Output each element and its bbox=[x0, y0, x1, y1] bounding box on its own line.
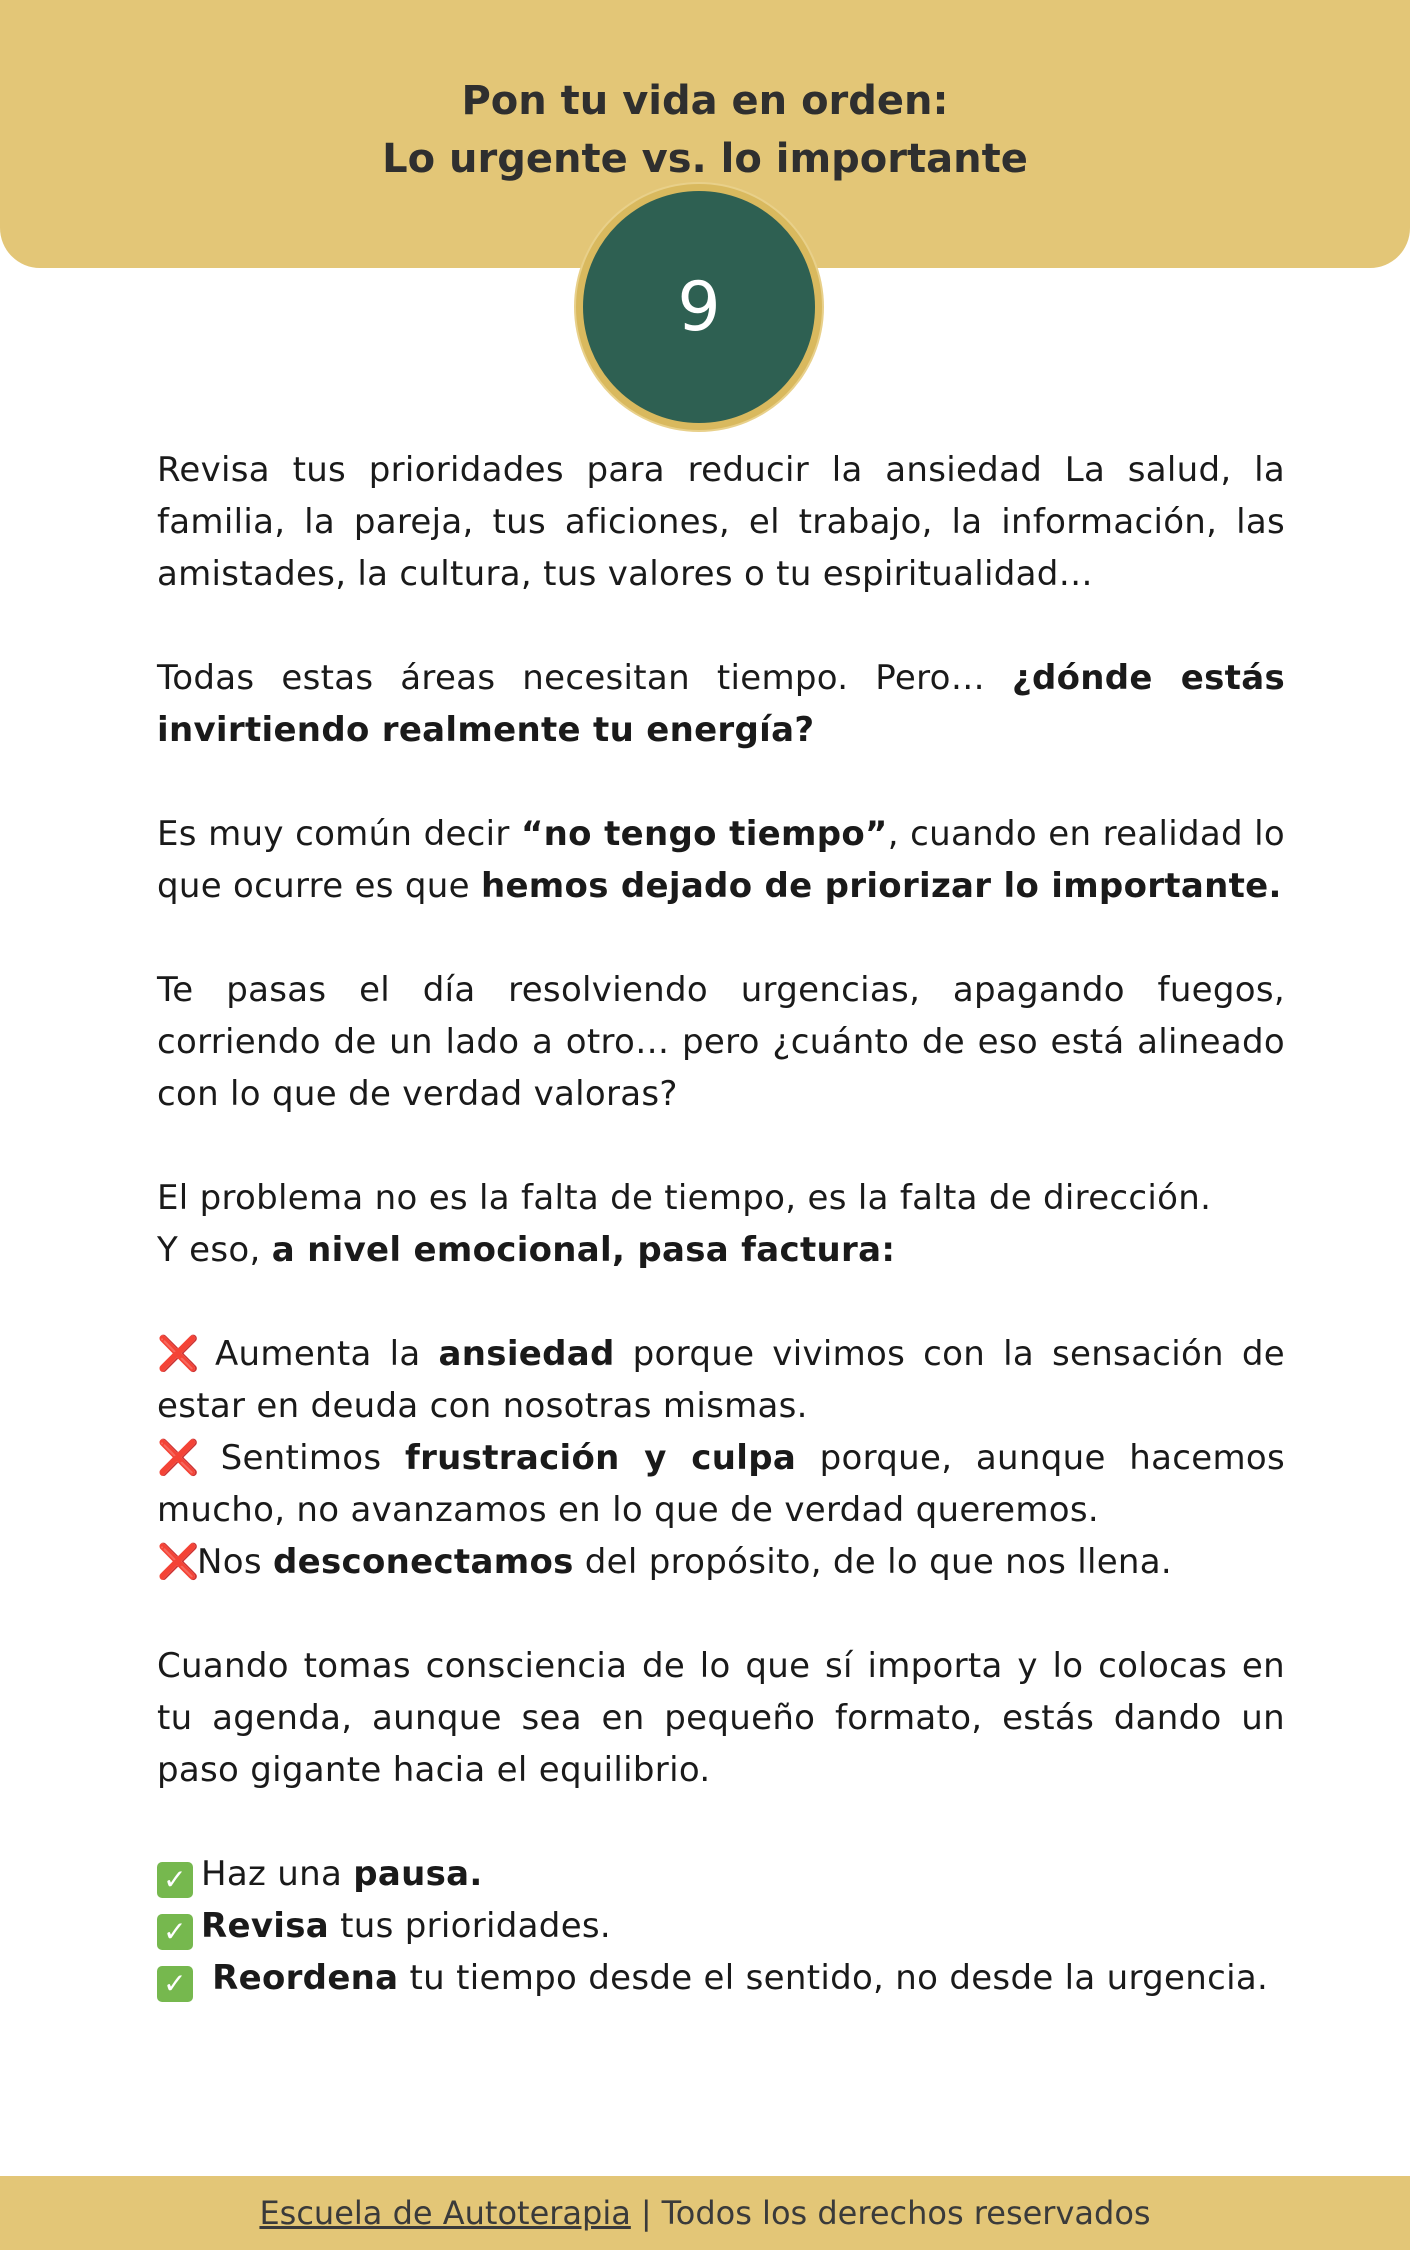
list-item: ❌Nos desconectamos del propósito, de lo que nos llena. bbox=[157, 1536, 1285, 1588]
list-item: ✓ Reordena tu tiempo desde el sentido, no desde la urgencia. bbox=[157, 1952, 1285, 2004]
check-icon: ✓ bbox=[157, 1862, 193, 1898]
footer-separator: | bbox=[640, 2194, 652, 2232]
paragraph-7: Cuando tomas consciencia de lo que sí importa y lo colocas en tu agenda, aunque sea en pequeño formato, estás dando un paso gigante hacia el equilibrio. bbox=[157, 1646, 1285, 1790]
cross-icon: ❌ bbox=[157, 1334, 200, 1374]
check-icon: ✓ bbox=[157, 1966, 193, 2002]
footer-rights: Todos los derechos reservados bbox=[661, 2194, 1151, 2232]
number-badge: 9 bbox=[576, 184, 822, 430]
paragraph-4: Te pasas el día resolviendo urgencias, apagando fuegos, corriendo de un lado a otro… pero ¿cuánto de eso está alineado con lo que de verdad valoras? bbox=[157, 970, 1285, 1114]
check-icon: ✓ bbox=[157, 1914, 193, 1950]
negative-effects-list bbox=[157, 1328, 1285, 1588]
list-item: ✓ Haz una pausa. bbox=[157, 1848, 1285, 1900]
footer-bar bbox=[0, 2176, 1410, 2250]
cross-icon: ❌ bbox=[157, 1542, 200, 1582]
main-content bbox=[157, 444, 1285, 2004]
paragraph-2: Todas estas áreas necesitan tiempo. Pero… ¿dónde estás invirtiendo realmente tu energía? bbox=[157, 658, 1285, 750]
action-checklist bbox=[157, 1848, 1285, 2004]
page-title-line1: Pon tu vida en orden: bbox=[461, 78, 949, 124]
list-item: ❌ Sentimos frustración y culpa porque, aunque hacemos mucho, no avanzamos en lo que de verdad queremos. bbox=[157, 1432, 1285, 1536]
cross-icon: ❌ bbox=[157, 1438, 200, 1478]
list-item: ❌ Aumenta la ansiedad porque vivimos con la sensación de estar en deuda con nosotras mismas. bbox=[157, 1328, 1285, 1432]
paragraph-1: Revisa tus prioridades para reducir la ansiedad La salud, la familia, la pareja, tus aficiones, el trabajo, la información, las amistades, la cultura, tus valores o tu espiritualidad… bbox=[157, 450, 1285, 594]
paragraph-5: El problema no es la falta de tiempo, es la falta de dirección. Y eso, a nivel emocional, pasa factura: bbox=[157, 1178, 1212, 1270]
footer-link[interactable]: Escuela de Autoterapia bbox=[259, 2194, 631, 2232]
list-item: ✓ Revisa tus prioridades. bbox=[157, 1900, 1285, 1952]
paragraph-3: Es muy común decir “no tengo tiempo”, cuando en realidad lo que ocurre es que hemos dejado de priorizar lo importante. bbox=[157, 814, 1286, 906]
page-title-line2: Lo urgente vs. lo importante bbox=[382, 136, 1028, 182]
